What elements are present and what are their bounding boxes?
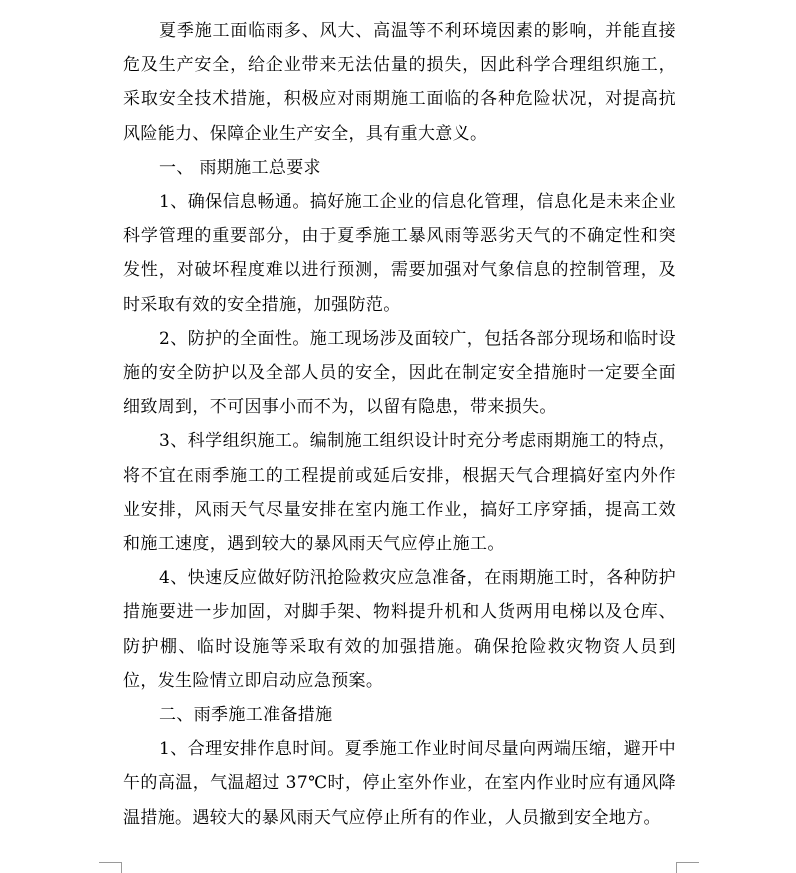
requirement-item-information: 1、确保信息畅通。搞好施工企业的信息化管理，信息化是未来企业科学管理的重要部分，由于夏季施工暴风雨等恶劣天气的不确定性和突发性，对破坏程度难以进行预测，需要加强对气象信息的控制管理，及时采取有效的安全措施，加强防范。 [123, 192, 676, 315]
margin-corner-mark-left [99, 862, 122, 873]
margin-corner-mark-right [676, 862, 699, 873]
requirement-item-organization: 3、科学组织施工。编制施工组织设计时充分考虑雨期施工的特点，将不宜在雨季施工的工程提前或延后安排，根据天气合理搞好室内外作业安排，风雨天气尽量安排在室内施工作业，搞好工序穿插，提高工效和施工速度，遇到较大的暴风雨天气应停止施工。 [123, 431, 676, 555]
section-heading-general-requirements: 一、 雨期施工总要求 [159, 157, 321, 178]
document-body [123, 14, 676, 835]
section-heading-preparation-measures: 二、雨季施工准备措施 [159, 705, 333, 726]
intro-paragraph: 夏季施工面临雨多、风大、高温等不利环境因素的影响，并能直接危及生产安全，给企业带来无法估量的损失，因此科学合理组织施工，采取安全技术措施，积极应对雨期施工面临的各种危险状况，对提高抗风险能力、保障企业生产安全，具有重大意义。 [123, 21, 676, 144]
requirement-item-protection: 2、防护的全面性。施工现场涉及面较广，包括各部分现场和临时设施的安全防护以及全部人员的安全，因此在制定安全措施时一定要全面细致周到，不可因事小而不为，以留有隐患，带来损失。 [123, 328, 676, 418]
requirement-item-emergency: 4、快速反应做好防汛抢险救灾应急准备，在雨期施工时，各种防护措施要进一步加固，对脚手架、物料提升机和人货两用电梯以及仓库、防护棚、临时设施等采取有效的加强措施。确保抢险救灾物资人员到位，发生险情立即启动应急预案。 [123, 568, 676, 691]
preparation-item-schedule: 1、合理安排作息时间。夏季施工作业时间尽量向两端压缩，避开中午的高温，气温超过 37℃时，停止室外作业，在室内作业时应有通风降温措施。遇较大的暴风雨天气应停止所有的作业，人员撤到安全地方。 [123, 739, 676, 828]
